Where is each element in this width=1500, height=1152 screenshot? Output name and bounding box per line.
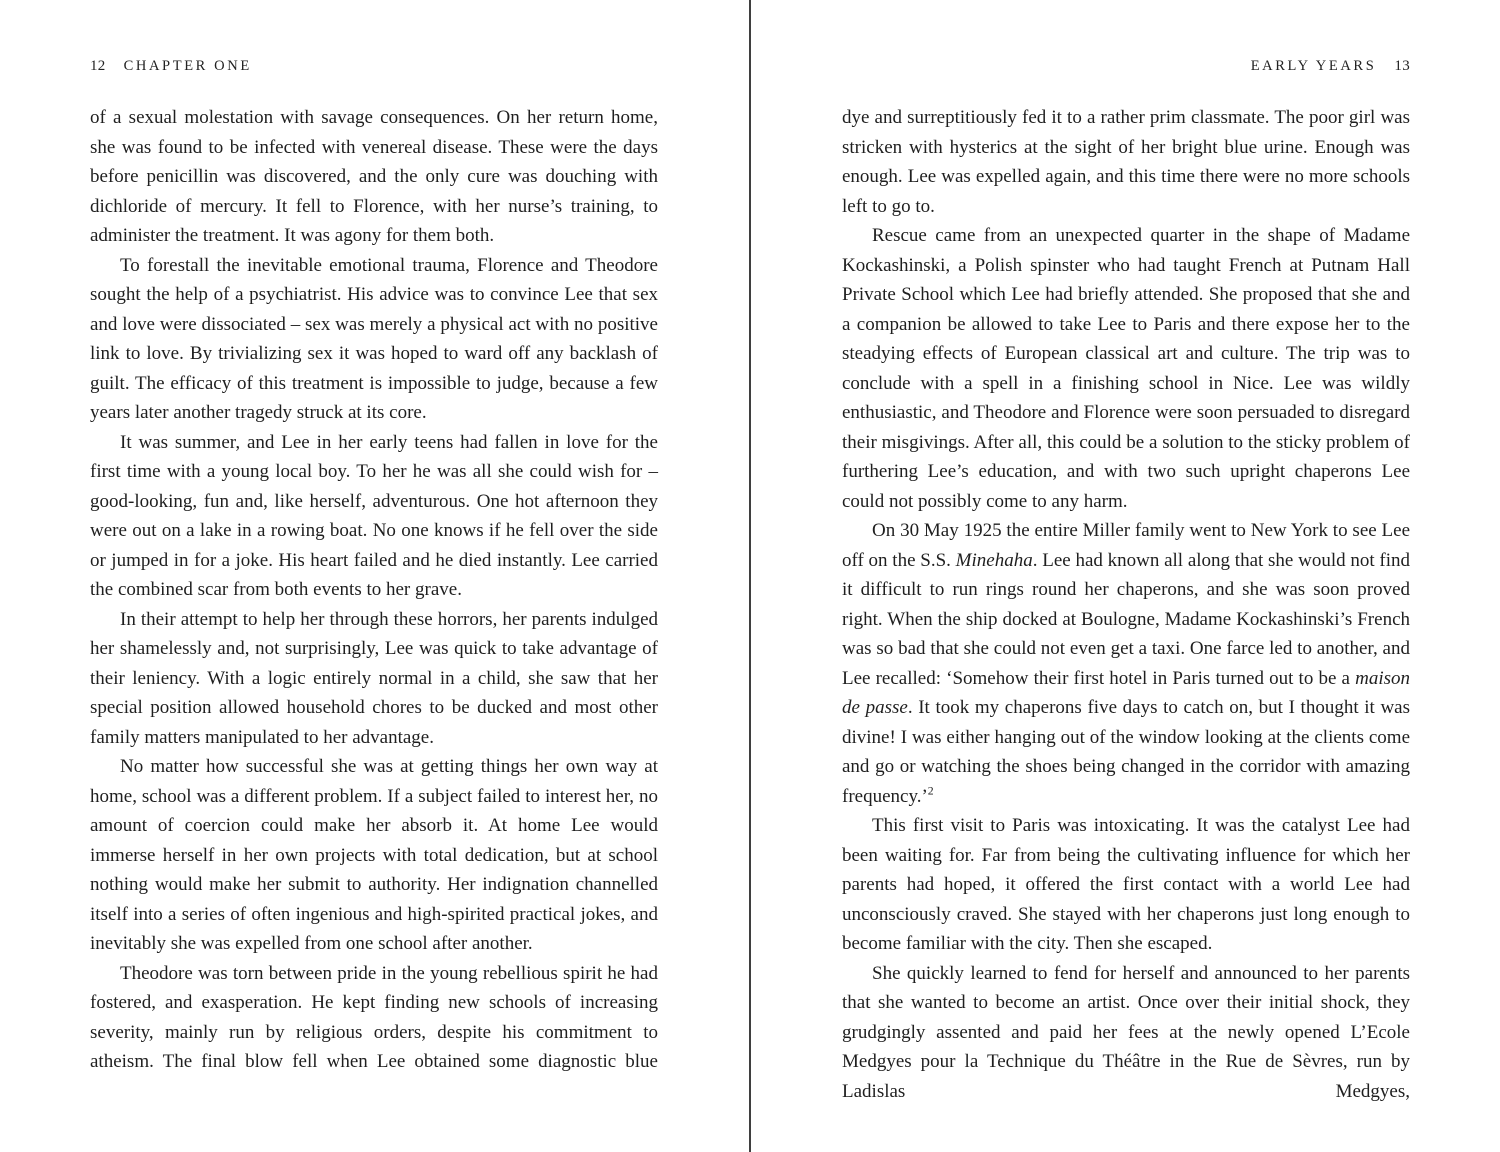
paragraph [90,103,658,251]
text-run: This first visit to Paris was intoxicating. It was the catalyst Lee had been waiting for. Far from being the cultivating influence for which her parents had hoped, it offered the first contact with a world Lee had unconsciously craved. She stayed with her chaperons just long enough to become familiar with the city. Then she escaped. [842,815,1410,954]
text-run: On 30 May 1925 the entire Miller family went to New York to see Lee off on the S.S. [842,520,1410,571]
text-run: . It took my chaperons five days to catch on, but I thought it was divine! I was either hanging out of the window looking at the clients come and go or watching the shoes being changed in the corridor with amazing frequency.’ [842,697,1411,807]
text-run: To forestall the inevitable emotional trauma, Florence and Theodore sought the help of a psychiatrist. His advice was to convince Lee that sex and love were dissociated – sex was merely a physical act with no positive link to love. By trivializing sex it was hoped to ward off any backlash of guilt. The efficacy of this treatment is impossible to judge, because a few years later another tragedy struck at its core. [90,254,658,423]
footnote-reference: 2 [927,784,934,798]
page-number-right: 13 [1394,58,1410,74]
page-gutter-divider [749,0,751,1152]
page-body-left [90,103,658,1077]
italic-text: Minehaha [955,549,1033,571]
paragraph [842,221,1410,516]
text-run: Theodore was torn between pride in the young rebellious spirit he had fostered, and exasperation. He kept finding new schools of increasing severity, mainly run by religious orders, despite his commitment to atheism. The final blow fell when Lee obtained some diagnostic blue [90,962,658,1072]
text-run: dye and surreptitiously fed it to a rather prim classmate. The poor girl was stricken with hysterics at the sight of her bright blue urine. Enough was enough. Lee was expelled again, and this time there were no more schools left to go to. [842,107,1410,217]
text-run: . Lee had known all along that she would not find it difficult to run rings round her chaperons, and she was soon proved right. When the ship docked at Boulogne, Madame Kockashinski’s French was so bad that she could not even get a taxi. One farce led to another, and Lee recalled: ‘Somehow their first hotel in Paris turned out to be a [842,549,1411,689]
text-run: It was summer, and Lee in her early teens had fallen in love for the first time with a young local boy. To her he was all she could wish for – good-looking, fun and, like herself, adventurous. One hot afternoon they were out on a lake in a rowing boat. No one knows if he fell over the side or jumped in for a joke. His heart failed and he died instantly. Lee carried the combined scar from both events to her grave. [90,431,658,600]
paragraph [90,251,658,428]
text-run: of a sexual molestation with savage consequences. On her return home, she was found to be infected with venereal disease. These were the days before penicillin was discovered, and the only cure was douching with dichloride of mercury. It fell to Florence, with her nurse’s training, to administer the treatment. It was agony for them both. [90,107,658,246]
paragraph [90,959,658,1077]
paragraph [842,103,1410,221]
chapter-title: CHAPTER ONE [123,58,252,74]
paragraph [90,752,658,959]
running-head-left [90,58,658,75]
page-number-left: 12 [90,58,106,74]
text-run: Rescue came from an unexpected quarter in the shape of Madame Kockashinski, a Polish spinster who had taught French at Putnam Hall Private School which Lee had briefly attended. She proposed that she and a companion be allowed to take Lee to Paris and there expose her to the steadying effects of European classical art and culture. The trip was to conclude with a spell in a finishing school in Nice. Lee was wildly enthusiastic, and Theodore and Florence were soon persuaded to disregard their misgivings. After all, this could be a solution to the sticky problem of furthering Lee’s education, and with two such upright chaperons Lee could not possibly come to any harm. [842,225,1410,512]
page-left [90,0,658,1152]
section-title: EARLY YEARS [1250,58,1377,74]
page-right [842,0,1410,1152]
text-run: No matter how successful she was at getting things her own way at home, school was a different problem. If a subject failed to interest her, no amount of coercion could make her absorb it. At home Lee would immerse herself in her own projects with total dedication, but at school nothing would make her submit to authority. Her indignation channelled itself into a series of often ingenious and high-spirited practical jokes, and inevitably she was expelled from one school after another. [90,756,658,954]
italic-text: maison de passe [842,667,1410,718]
running-head-right [842,58,1410,75]
paragraph [842,811,1410,959]
page-body-right [842,103,1410,1106]
paragraph [842,516,1410,811]
text-run: She quickly learned to fend for herself and announced to her parents that she wanted to become an artist. Once over their initial shock, they grudgingly assented and paid her fees at the newly opened L’Ecole Medgyes pour la Technique du Théâtre in the Rue de Sèvres, run by Ladislas Medgyes, [842,962,1410,1102]
paragraph [842,959,1410,1107]
paragraph [90,605,658,753]
paragraph [90,428,658,605]
text-run: In their attempt to help her through these horrors, her parents indulged her shamelessly and, not surprisingly, Lee was quick to take advantage of their leniency. With a logic entirely normal in a child, she saw that her special position allowed household chores to be ducked and most other family matters manipulated to her advantage. [90,608,658,748]
